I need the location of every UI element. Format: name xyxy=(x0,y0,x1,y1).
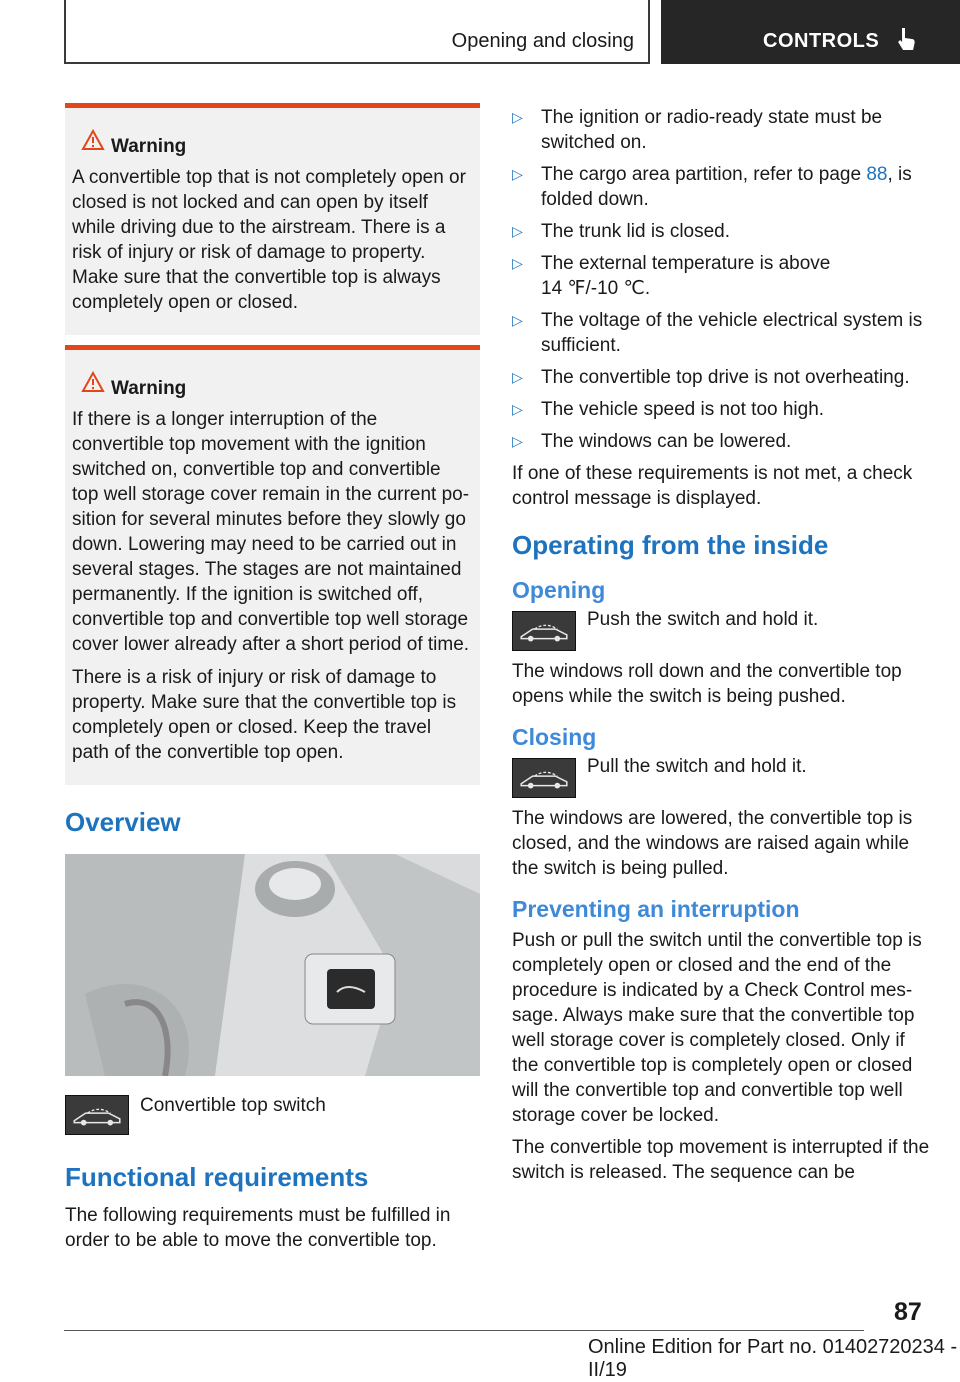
edition-info: Online Edition for Part no. 01402720234 - II/19 xyxy=(588,1336,958,1381)
preventing-text-1: Push or pull the switch until the convertible top is completely open or closed and the end of the procedure is indicated by a Check Control message. Always make sure that the convertible top well storage cover is completely closed. Only if the convertible top is completely open or closed will the convertible top and convertible top well storage cover be locked. xyxy=(512,930,922,1126)
preventing-interruption-heading: Preventing an interruption xyxy=(512,896,800,922)
right-column xyxy=(512,105,930,1185)
triangle-bullet-icon: ▷ xyxy=(512,223,523,239)
header-section-title: Opening and closing xyxy=(451,30,634,52)
triangle-bullet-icon: ▷ xyxy=(512,312,523,328)
warning-title: Warning xyxy=(111,134,472,159)
operating-inside-heading: Operating from the inside xyxy=(512,530,829,560)
closing-heading: Closing xyxy=(512,724,597,750)
warning-title: Warning xyxy=(111,376,472,401)
warning-triangle-icon xyxy=(81,129,105,151)
functional-requirements-heading: Functional requirements xyxy=(65,1162,369,1192)
warning-triangle-icon xyxy=(81,371,105,393)
closing-action-row xyxy=(512,754,930,798)
list-item: ▷ The external temperature is above 14 ℉/-10 ℃. xyxy=(512,253,831,299)
opening-heading: Opening xyxy=(512,577,606,603)
convertible-switch-photo xyxy=(65,854,480,1076)
header-section-box xyxy=(64,0,650,64)
overview-heading: Overview xyxy=(65,807,181,837)
opening-action: Push the switch and hold it. xyxy=(587,609,819,630)
triangle-bullet-icon: ▷ xyxy=(512,166,523,182)
list-item: ▷ The vehicle speed is not too high. xyxy=(512,399,825,420)
convertible-top-switch-icon xyxy=(512,611,576,651)
functional-intro: The following requirements must be fulfilled in order to be able to move the convertible top. xyxy=(65,1205,451,1251)
warning-text-2: There is a risk of injury or risk of damage to property. Make sure that the convertible top is completely open or closed. Keep the travel path of the convertible top open. xyxy=(72,667,457,763)
closing-text: The windows are lowered, the convertible top is closed, and the windows are raised again while the switch is being pulled. xyxy=(512,808,913,879)
opening-text: The windows roll down and the convertible top opens while the switch is being pushed. xyxy=(512,661,902,707)
triangle-bullet-icon: ▷ xyxy=(512,109,523,125)
requirements-list xyxy=(512,105,930,454)
page-link[interactable]: 88 xyxy=(866,164,888,185)
center-console-illustration xyxy=(65,854,480,1076)
list-item: ▷ The ignition or radio-ready state must be switched on. xyxy=(512,107,883,153)
page-number: 87 xyxy=(894,1298,922,1326)
triangle-bullet-icon: ▷ xyxy=(512,369,523,385)
pointing-hand-icon xyxy=(895,26,917,52)
warning-box-2 xyxy=(65,345,480,785)
switch-caption: Convertible top switch xyxy=(140,1095,326,1116)
footer-divider xyxy=(64,1330,864,1331)
header-chapter-title: CONTROLS xyxy=(763,30,880,52)
preventing-text-2: The convertible top movement is interrupted if the switch is released. The sequence can be xyxy=(512,1137,930,1183)
list-item: ▷ The convertible top drive is not overheating. xyxy=(512,367,910,388)
header-chapter-box xyxy=(661,0,960,64)
requirements-note: If one of these requirements is not met, a check control message is displayed. xyxy=(512,463,913,509)
list-item: ▷ The windows can be lowered. xyxy=(512,431,792,452)
warning-text-1: If there is a longer interruption of the convertible top movement with the ignition switched on, convertible top and convertible top well storage cover remain in the current position for several minutes before they slowly go down. Lowering may need to be carried out in several stages. The stages are not maintained permanently. If the ignition is switched off, convertible top and convertible top well storage cover lower already after a short period of time. xyxy=(72,409,470,655)
warning-text: A convertible top that is not completely open or closed is not locked and can open by itself while driving due to the airstream. There is a risk of injury or risk of damage to property. Make sure that the convertible top is always completely open or closed. xyxy=(72,167,466,313)
triangle-bullet-icon: ▷ xyxy=(512,255,523,271)
list-item: ▷ The trunk lid is closed. xyxy=(512,221,731,242)
list-item: ▷ The voltage of the vehicle electrical system is sufficient. xyxy=(512,310,923,356)
convertible-top-switch-icon xyxy=(512,758,576,798)
opening-action-row xyxy=(512,607,930,651)
triangle-bullet-icon: ▷ xyxy=(512,401,523,417)
list-item: ▷ The cargo area partition, refer to page 88, is folded down. xyxy=(512,164,912,210)
convertible-top-switch-icon xyxy=(65,1095,129,1135)
triangle-bullet-icon: ▷ xyxy=(512,433,523,449)
closing-action: Pull the switch and hold it. xyxy=(587,756,807,777)
warning-box-1 xyxy=(65,103,480,335)
